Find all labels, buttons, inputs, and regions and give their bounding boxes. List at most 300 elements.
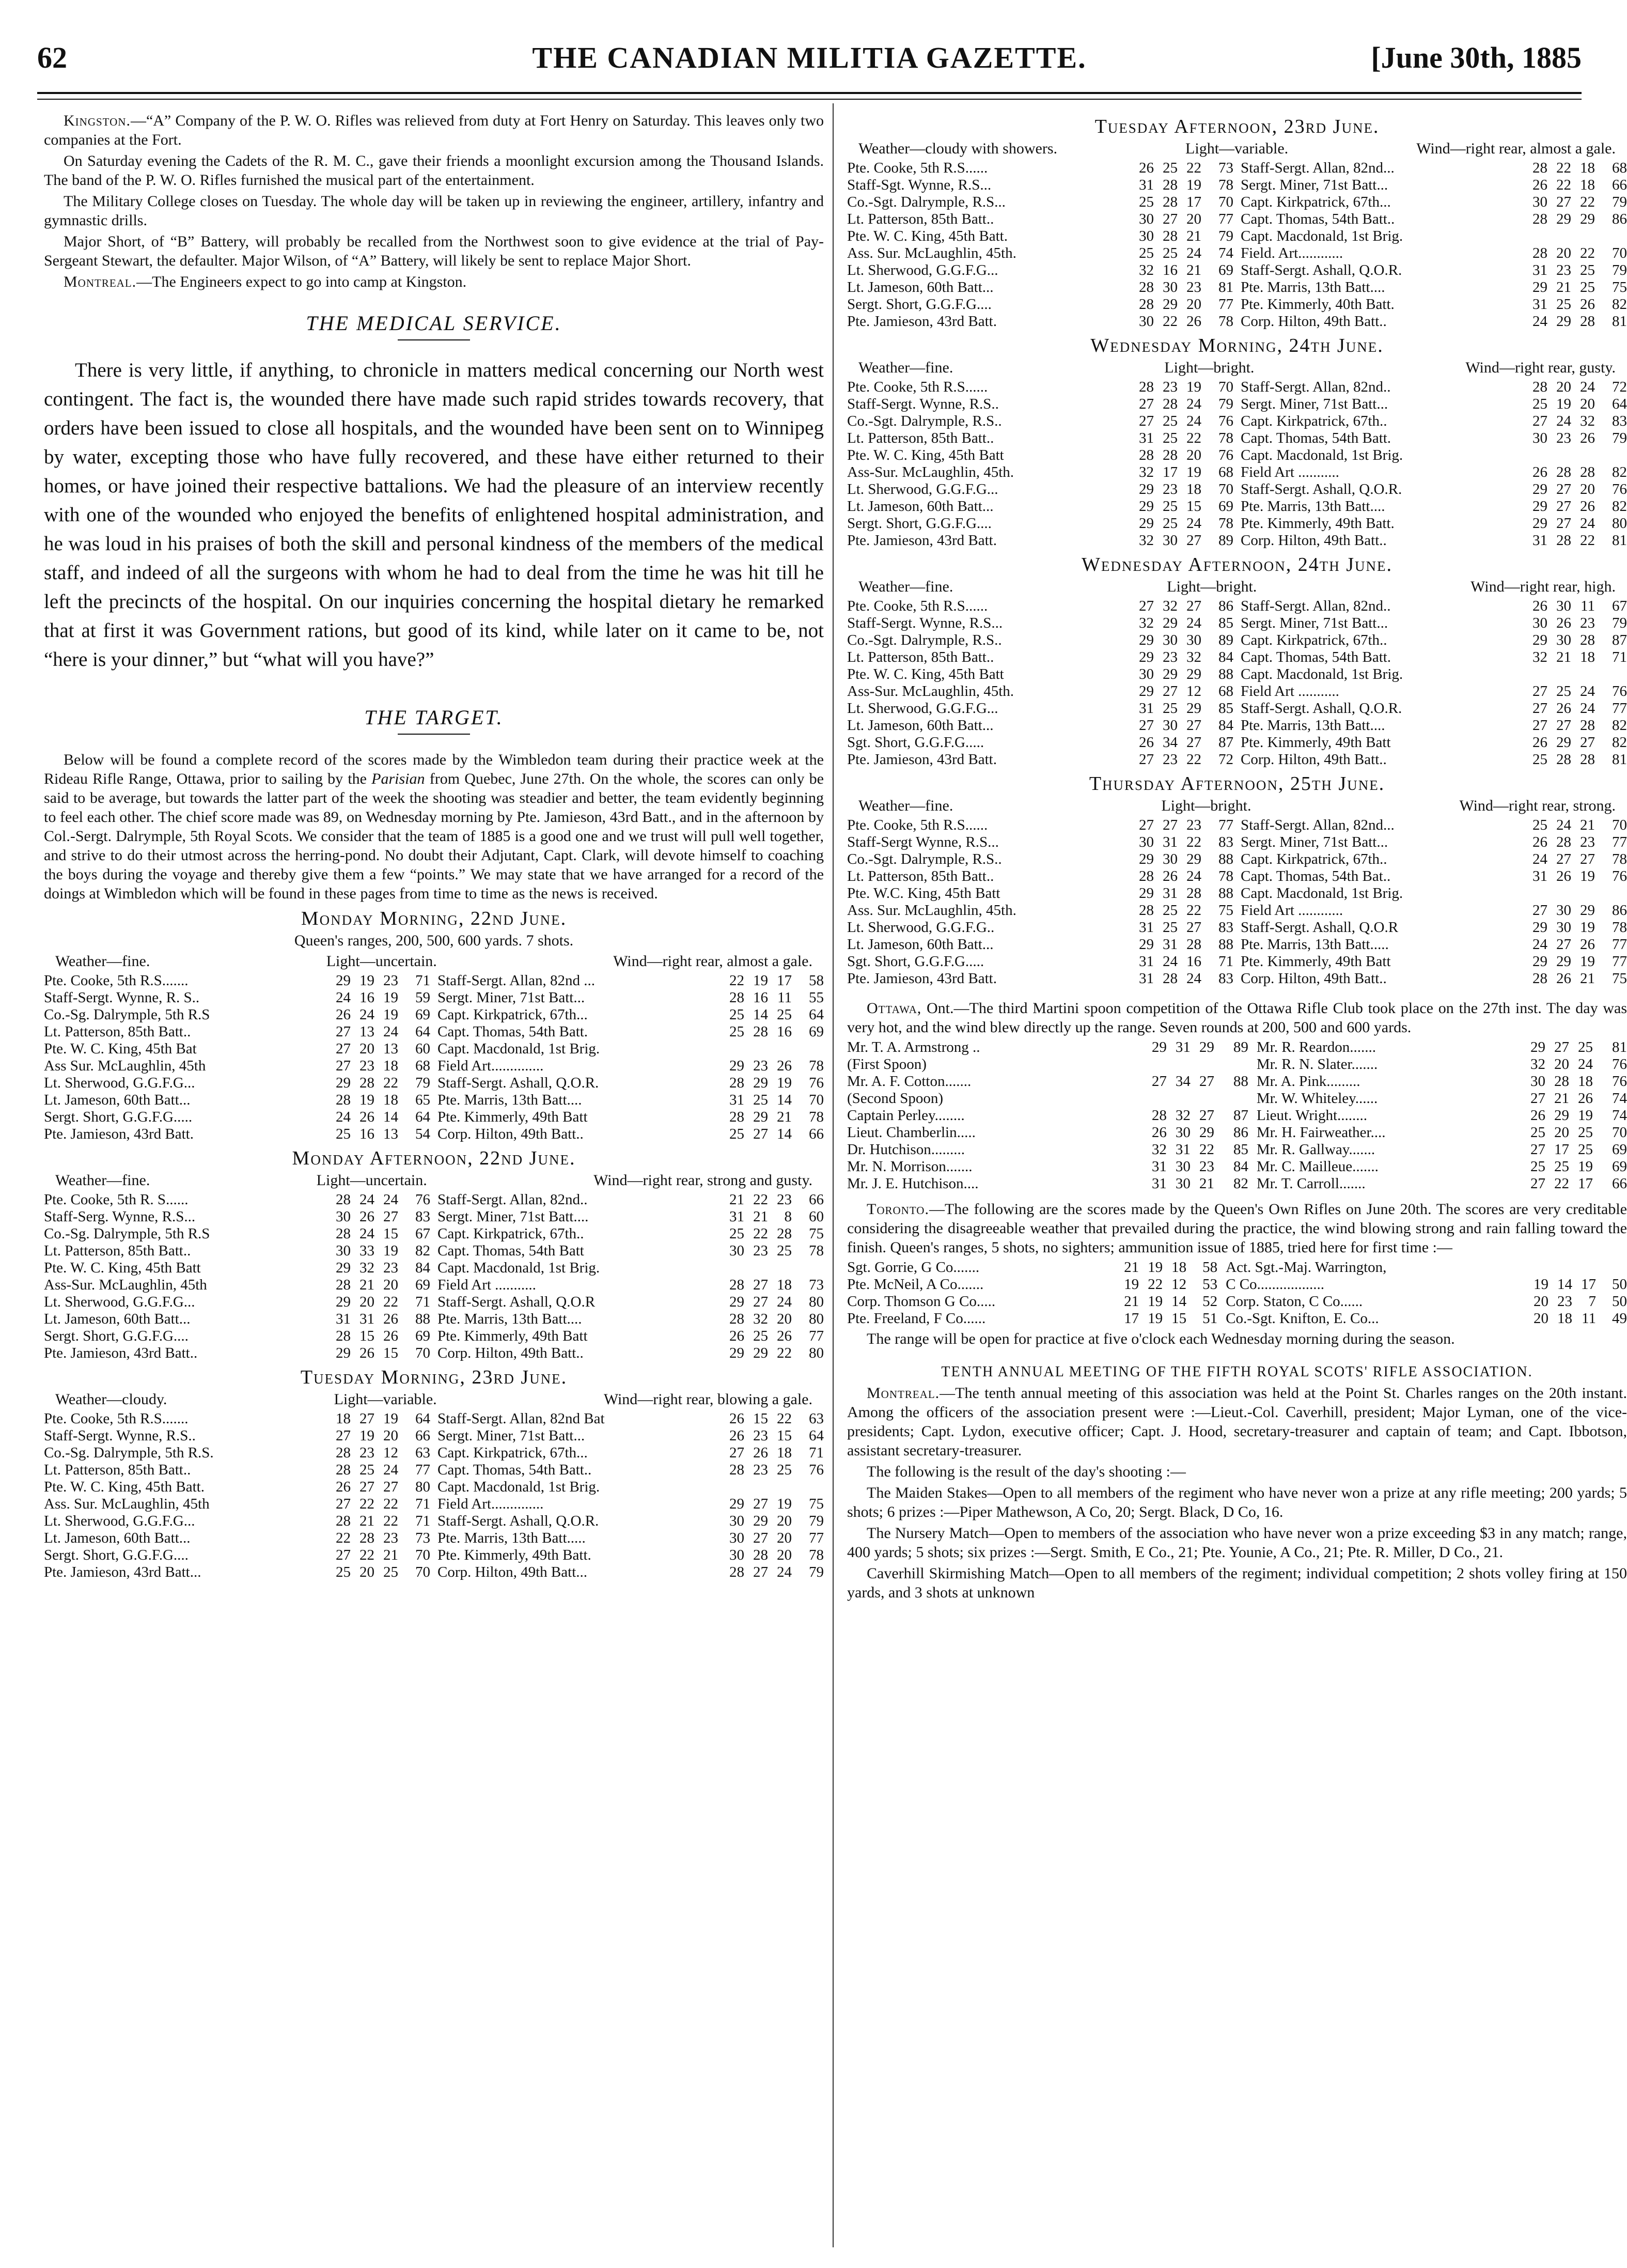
- range-score: 28: [1163, 177, 1178, 193]
- range-score: 30: [1532, 430, 1547, 446]
- total-score: 79: [1612, 430, 1627, 446]
- range-score: 21: [1580, 817, 1595, 833]
- range-score: 28: [753, 1547, 768, 1563]
- competitor-name: Sergt. Short, G.G.F.G....: [44, 1547, 189, 1563]
- total-score: 77: [1218, 817, 1233, 833]
- score-row: [847, 279, 1627, 296]
- heading-rule: [398, 339, 470, 340]
- weather-line: [847, 139, 1627, 159]
- score-row: [847, 430, 1627, 447]
- column-divider: [833, 103, 834, 2247]
- range-score: 19: [753, 972, 768, 989]
- range-score: 30: [1139, 211, 1154, 227]
- score-entry-left: [44, 1109, 430, 1126]
- score-entry-right: [1233, 413, 1627, 430]
- score-entry-left: [44, 1023, 430, 1040]
- weather-text: Weather—fine.: [55, 1172, 150, 1189]
- total-score: 78: [1218, 177, 1233, 193]
- competitor-name: Ass. Sur. McLaughlin, 45th: [44, 1496, 210, 1512]
- competitor-name: Capt. Thomas, 54th Batt..: [1241, 211, 1395, 227]
- range-score: 27: [359, 1479, 374, 1495]
- competitor-name: Staff-Sergt. Wynne, R.S...: [847, 615, 1003, 631]
- range-score: 18: [383, 1058, 398, 1074]
- range-score: 24: [359, 1191, 374, 1208]
- total-score: 77: [415, 1462, 430, 1478]
- range-score: 25: [1556, 296, 1571, 313]
- range-score: 25: [1532, 817, 1547, 833]
- score-entry-left: [44, 1058, 430, 1075]
- page-number: 62: [37, 41, 67, 74]
- range-score: 7: [1588, 1293, 1596, 1310]
- total-score: 89: [1218, 532, 1233, 549]
- range-score: 32: [1186, 649, 1201, 665]
- range-score: 30: [1175, 1158, 1191, 1175]
- score-entry-right: [430, 1058, 824, 1075]
- competitor-name: Staff-Sergt. Allan, 82nd...: [1241, 817, 1395, 833]
- total-score: 71: [415, 1513, 430, 1529]
- range-score: 26: [336, 1006, 351, 1023]
- total-score: 75: [1612, 970, 1627, 987]
- score-row: [44, 1479, 824, 1496]
- range-score: 21: [729, 1191, 744, 1208]
- range-score: 29: [729, 1058, 744, 1074]
- score-entry-left: [44, 989, 430, 1006]
- score-entry-right: [1233, 700, 1627, 717]
- total-score: 55: [809, 989, 824, 1006]
- range-score: 29: [1139, 515, 1154, 532]
- weather-text: Weather—fine.: [858, 359, 953, 376]
- range-score: 23: [383, 972, 398, 989]
- range-score: 27: [753, 1496, 768, 1512]
- range-score: 29: [1532, 515, 1547, 532]
- total-score: [1214, 1056, 1248, 1073]
- range-score: 23: [1556, 430, 1571, 446]
- competitor-name: Sergt. Short, G.G.F.G....: [847, 296, 992, 313]
- competitor-name: Pte. Marris, 13th Batt....: [1241, 717, 1385, 734]
- range-score: 23: [1186, 817, 1201, 833]
- range-score: 31: [1139, 700, 1154, 717]
- range-score: 15: [383, 1225, 398, 1242]
- wind-text: Wind—right rear, strong and gusty.: [593, 1172, 812, 1189]
- range-score: 31: [1163, 936, 1178, 953]
- range-score: 24: [1580, 700, 1595, 717]
- range-score: 25: [1163, 160, 1178, 176]
- total-score: [792, 1040, 824, 1058]
- score-entry-left: [44, 1479, 430, 1496]
- range-score: 29: [1186, 700, 1201, 717]
- match-title: Monday Morning, 22nd June.: [301, 908, 567, 929]
- score-entry-right: [1233, 902, 1627, 919]
- score-row: [44, 1444, 824, 1462]
- header-rule-thin: [37, 99, 1582, 100]
- range-score: 28: [1554, 1073, 1569, 1090]
- score-table: [847, 160, 1627, 330]
- range-score: 23: [383, 1530, 398, 1546]
- wind-text: Wind—right rear, gusty.: [1465, 359, 1616, 376]
- score-entry-right: [1233, 649, 1627, 666]
- range-score: [768, 1040, 792, 1058]
- total-score: 66: [809, 1191, 824, 1208]
- range-score: 20: [1186, 211, 1201, 227]
- score-entry-left: [847, 1056, 1248, 1073]
- range-score: 29: [1532, 919, 1547, 936]
- range-score: 25: [1580, 279, 1595, 296]
- score-row: [44, 1427, 824, 1444]
- competitor-name: Ass Sur. McLaughlin, 45th: [44, 1058, 206, 1074]
- range-score: 27: [1532, 700, 1547, 717]
- range-score: 12: [383, 1444, 398, 1461]
- range-score: 28: [1139, 902, 1154, 919]
- competitor-name: Ass. Sur. McLaughlin, 45th.: [847, 902, 1016, 919]
- weather-text: Weather—fine.: [55, 953, 150, 970]
- range-score: 17: [1554, 1141, 1569, 1158]
- score-row: [847, 1175, 1627, 1192]
- score-entry-right: [1248, 1107, 1627, 1124]
- range-score: 28: [777, 1225, 792, 1242]
- range-score: 24: [1532, 936, 1547, 953]
- score-entry-left: [847, 817, 1233, 834]
- total-score: [1595, 228, 1627, 245]
- total-score: 69: [1612, 1141, 1627, 1158]
- total-score: 79: [1218, 228, 1233, 244]
- score-entry-left: [847, 1073, 1248, 1090]
- competitor-name: Field Art ...........: [437, 1277, 536, 1293]
- total-score: 79: [1218, 396, 1233, 412]
- score-entry-left: [847, 700, 1233, 717]
- range-score: 26: [1556, 700, 1571, 717]
- range-score: 27: [336, 1427, 351, 1444]
- competitor-name: Pte. Cooke, 5th R.S.......: [44, 1410, 189, 1427]
- range-score: 29: [1532, 279, 1547, 296]
- score-entry-right: [430, 1023, 824, 1040]
- score-row: [44, 989, 824, 1006]
- total-score: 70: [1218, 379, 1233, 395]
- range-score: 20: [1554, 1056, 1569, 1073]
- score-entry-right: [430, 1513, 824, 1530]
- range-score: 22: [383, 1075, 398, 1091]
- competitor-name: Sergt. Miner, 71st Batt...: [1241, 396, 1388, 412]
- competitor-name: Pte. Cooke, 5th R.S......: [847, 160, 988, 176]
- range-score: 26: [1556, 615, 1571, 631]
- total-score: 69: [1218, 262, 1233, 278]
- range-score: 28: [359, 1075, 374, 1091]
- score-entry-left: [847, 1310, 1217, 1327]
- total-score: 66: [1612, 1175, 1627, 1192]
- total-score: 86: [1233, 1124, 1248, 1141]
- range-score: 28: [1580, 632, 1595, 648]
- score-table: [44, 1410, 824, 1581]
- range-score: 23: [753, 1058, 768, 1074]
- range-score: 22: [1580, 245, 1595, 261]
- range-score: 18: [336, 1410, 351, 1427]
- competitor-name: Sergt. Short, G.G.F.G....: [44, 1328, 189, 1344]
- range-score: 26: [777, 1328, 792, 1344]
- range-score: 31: [336, 1311, 351, 1327]
- range-score: 27: [383, 1479, 398, 1495]
- competitor-name: Capt. Kirkpatrick, 67th...: [1241, 194, 1391, 210]
- range-score: 26: [1139, 734, 1154, 751]
- total-score: 64: [415, 1023, 430, 1040]
- competitor-name: Lt. Patterson, 85th Batt..: [44, 1242, 191, 1259]
- competitor-name: Pte. Freeland, F Co......: [847, 1310, 986, 1327]
- total-score: 77: [1612, 700, 1627, 717]
- range-score: [1547, 666, 1571, 683]
- range-score: 30: [1139, 834, 1154, 850]
- range-score: 24: [1556, 413, 1571, 429]
- score-row: [44, 1328, 824, 1345]
- competitor-name: Pte. Kimmerly, 49th Batt: [1241, 734, 1391, 751]
- competitor-name: Pte. Marris, 13th Batt....: [1241, 498, 1385, 515]
- range-score: 31: [1175, 1039, 1191, 1055]
- match-conditions: Queen's ranges, 200, 500, 600 yards. 7 shots.: [294, 932, 574, 949]
- range-score: 27: [1530, 1090, 1545, 1107]
- competitor-name: Sgt. Short, G.G.F.G.....: [847, 734, 984, 751]
- total-score: 72: [1612, 379, 1627, 395]
- range-score: 26: [359, 1109, 374, 1125]
- range-score: 30: [1163, 532, 1178, 549]
- competitor-name: Staff-Sergt. Wynne, R.S..: [44, 1427, 196, 1444]
- range-score: 34: [1163, 734, 1178, 751]
- competitor-name: Corp. Hilton, 49th Batt..: [1241, 532, 1387, 549]
- range-score: 11: [1582, 1310, 1596, 1327]
- score-row: [847, 902, 1627, 919]
- page-header: [37, 40, 1582, 82]
- competitor-name: Pte. Cooke, 5th R.S......: [847, 379, 988, 395]
- competitor-name: Staff-Sergt. Allan, 82nd..: [1241, 598, 1391, 614]
- note-cadets: On Saturday evening the Cadets of the R. M. C., gave their friends a moonlight excursion among the Thousand Islands. The band of the P. W. O. Rifles furnished the musical part of the entertainment.: [44, 152, 824, 189]
- score-entry-left: [847, 953, 1233, 970]
- score-row: [44, 1345, 824, 1362]
- competitor-name: Pte. Jamieson, 43rd Batt...: [44, 1564, 201, 1580]
- match-title: Wednesday Afternoon, 24th June.: [1081, 554, 1393, 576]
- range-score: 24: [1186, 615, 1201, 631]
- score-row: [44, 1530, 824, 1547]
- total-score: 75: [809, 1225, 824, 1242]
- score-entry-right: [430, 1109, 824, 1126]
- range-score: 25: [1163, 413, 1178, 429]
- score-entry-left: [847, 245, 1233, 262]
- range-score: 14: [1557, 1276, 1572, 1293]
- range-score: 24: [1580, 379, 1595, 395]
- range-score: [1167, 1056, 1191, 1073]
- range-score: 21: [1556, 649, 1571, 665]
- range-score: 22: [1554, 1175, 1569, 1192]
- range-score: 25: [1163, 919, 1178, 936]
- total-score: 76: [809, 1462, 824, 1478]
- score-entry-right: [1233, 194, 1627, 211]
- score-entry-left: [847, 1276, 1217, 1293]
- range-score: 29: [1199, 1039, 1214, 1055]
- range-score: 25: [1139, 194, 1154, 210]
- range-score: 32: [359, 1260, 374, 1276]
- range-score: 23: [777, 1191, 792, 1208]
- score-entry-right: [1233, 936, 1627, 953]
- score-entry-left: [44, 1006, 430, 1023]
- wind-text: Wind—right rear, blowing a gale.: [603, 1391, 812, 1408]
- competitor-name: Staff-Sergt. Ashall, Q.O.R: [1241, 919, 1399, 936]
- range-score: 15: [1171, 1310, 1187, 1327]
- range-score: 13: [383, 1040, 398, 1057]
- range-score: 29: [1532, 481, 1547, 498]
- range-score: 16: [359, 989, 374, 1006]
- score-row: [847, 751, 1627, 768]
- range-score: 18: [1186, 481, 1201, 498]
- score-entry-right: [430, 1092, 824, 1109]
- total-score: 71: [415, 1496, 430, 1512]
- score-row: [44, 1208, 824, 1225]
- total-score: 79: [1612, 194, 1627, 210]
- score-entry-right: [1233, 717, 1627, 734]
- total-score: 71: [1218, 953, 1233, 970]
- score-entry-right: [1233, 919, 1627, 936]
- range-score: [1572, 1259, 1596, 1276]
- total-score: 81: [1612, 532, 1627, 549]
- competitor-name: Staff-Sergt Wynne, R.S...: [847, 834, 999, 850]
- range-score: 27: [1139, 751, 1154, 768]
- score-entry-left: [847, 296, 1233, 313]
- range-score: 25: [1532, 396, 1547, 412]
- range-score: 30: [729, 1530, 744, 1546]
- range-score: 20: [1186, 296, 1201, 313]
- score-entry-left: [847, 751, 1233, 768]
- total-score: 58: [1202, 1259, 1218, 1276]
- range-score: 17: [777, 972, 792, 989]
- weather-text: Weather—fine.: [858, 797, 953, 814]
- score-entry-right: [1233, 279, 1627, 296]
- score-entry-right: [1248, 1175, 1627, 1192]
- competitor-name: Lt. Sherwood, G.G.F.G...: [44, 1075, 195, 1091]
- range-score: 22: [1199, 1141, 1214, 1158]
- range-score: 19: [1580, 919, 1595, 936]
- total-score: [792, 1260, 824, 1277]
- total-score: 78: [1218, 313, 1233, 330]
- competitor-name: Capt. Kirkpatrick, 67th..: [1241, 413, 1387, 429]
- range-score: 11: [1581, 598, 1595, 614]
- range-score: 20: [1580, 481, 1595, 498]
- total-score: 84: [415, 1260, 430, 1276]
- score-row: [847, 396, 1627, 413]
- range-score: 27: [1163, 817, 1178, 833]
- score-entry-right: [1233, 953, 1627, 970]
- total-score: 73: [415, 1530, 430, 1546]
- score-entry-left: [44, 1208, 430, 1225]
- range-score: 20: [1534, 1310, 1548, 1327]
- range-score: 28: [1151, 1107, 1167, 1124]
- score-entry-left: [847, 396, 1233, 413]
- competitor-name: Sergt. Miner, 71st Batt...: [1241, 615, 1388, 631]
- score-row: [847, 447, 1627, 464]
- range-score: 18: [1578, 1073, 1593, 1090]
- total-score: 69: [415, 1006, 430, 1023]
- range-score: [1525, 1259, 1548, 1276]
- range-score: 31: [729, 1092, 744, 1108]
- range-score: 21: [1199, 1175, 1214, 1192]
- range-score: 22: [729, 972, 744, 989]
- range-score: 28: [336, 1462, 351, 1478]
- range-score: 27: [1139, 413, 1154, 429]
- total-score: 73: [809, 1277, 824, 1293]
- score-entry-right: [1217, 1276, 1627, 1293]
- range-score: 26: [1556, 970, 1571, 987]
- range-score: 19: [383, 1006, 398, 1023]
- range-score: 27: [1163, 211, 1178, 227]
- total-score: [792, 1479, 824, 1496]
- range-score: 27: [1139, 717, 1154, 734]
- light-text: Light—uncertain.: [316, 1172, 427, 1189]
- range-score: 25: [359, 1462, 374, 1478]
- range-score: 29: [729, 1496, 744, 1512]
- range-score: 30: [1163, 279, 1178, 296]
- range-score: 25: [336, 1126, 351, 1142]
- range-score: 20: [359, 1294, 374, 1310]
- range-score: 14: [777, 1092, 792, 1108]
- range-score: 22: [1186, 834, 1201, 850]
- competitor-name: Corp. Hilton, 49th Batt..: [437, 1345, 584, 1361]
- score-entry-left: [847, 1107, 1248, 1124]
- range-score: 32: [1530, 1056, 1545, 1073]
- range-score: [1571, 885, 1595, 902]
- local-notes: [44, 111, 824, 291]
- toronto-report: Toronto.—The following are the scores made by the Queen's Own Rifles on June 20th. The scores are very creditable considering the disagreeable weather that prevailed during the practice, the wind blowing strong and rain falling toward the finish. Queen's ranges, 5 shots, no sighters; ammunition issue of 1885, tried here for first time :—: [847, 1201, 1627, 1256]
- total-score: [1214, 1090, 1248, 1107]
- range-score: 29: [753, 1109, 768, 1125]
- score-row: [44, 1006, 824, 1023]
- total-score: 70: [1612, 1124, 1627, 1141]
- range-score: 23: [359, 1058, 374, 1074]
- score-entry-left: [847, 160, 1233, 177]
- heading-rule: [398, 734, 470, 735]
- range-score: 20: [1556, 245, 1571, 261]
- range-score: 29: [336, 1345, 351, 1361]
- range-score: 27: [359, 1410, 374, 1427]
- range-score: 27: [1532, 902, 1547, 919]
- score-entry-right: [1233, 160, 1627, 177]
- range-score: 19: [1186, 464, 1201, 480]
- range-score: 19: [1186, 177, 1201, 193]
- range-score: 21: [1580, 970, 1595, 987]
- range-score: 29: [1580, 211, 1595, 227]
- score-entry-left: [44, 972, 430, 989]
- range-score: 26: [1532, 598, 1547, 614]
- range-score: 21: [383, 1547, 398, 1563]
- competitor-name: Capt. Macdonald, 1st Brig.: [1241, 228, 1403, 244]
- competitor-name: Co.-Sgt. Dalrymple, R.S...: [847, 194, 1006, 210]
- score-entry-right: [1233, 683, 1627, 700]
- note-kingston: Kingston.—“A” Company of the P. W. O. Rifles was relieved from duty at Fort Henry on Saturday. This leaves only two companies at the Fort.: [44, 112, 824, 148]
- range-score: 19: [1148, 1259, 1163, 1276]
- issue-date: [June 30th, 1885: [1371, 41, 1582, 74]
- range-score: 19: [1124, 1276, 1139, 1293]
- score-row: [44, 1126, 824, 1143]
- range-score: 20: [383, 1277, 398, 1293]
- annual-meeting-heading: TENTH ANNUAL MEETING OF THE FIFTH ROYAL SCOTS' RIFLE ASSOCIATION.: [941, 1364, 1533, 1380]
- range-score: 27: [336, 1023, 351, 1040]
- range-score: 26: [1532, 464, 1547, 480]
- range-score: 27: [1556, 515, 1571, 532]
- competitor-name: Corp. Thomson G Co.....: [847, 1293, 996, 1310]
- range-score: 15: [1186, 498, 1201, 515]
- range-score: 12: [1171, 1276, 1187, 1293]
- wind-text: Wind—right rear, almost a gale.: [1416, 140, 1616, 157]
- score-entry-left: [847, 1090, 1248, 1107]
- range-score: 25: [777, 1242, 792, 1259]
- competitor-name: Co.-Sgt. Dalrymple, R.S..: [847, 851, 1002, 867]
- score-row: [847, 1141, 1627, 1158]
- score-entry-right: [1233, 834, 1627, 851]
- match-block: [44, 1366, 824, 1581]
- range-score: 29: [1532, 498, 1547, 515]
- range-score: 14: [383, 1109, 398, 1125]
